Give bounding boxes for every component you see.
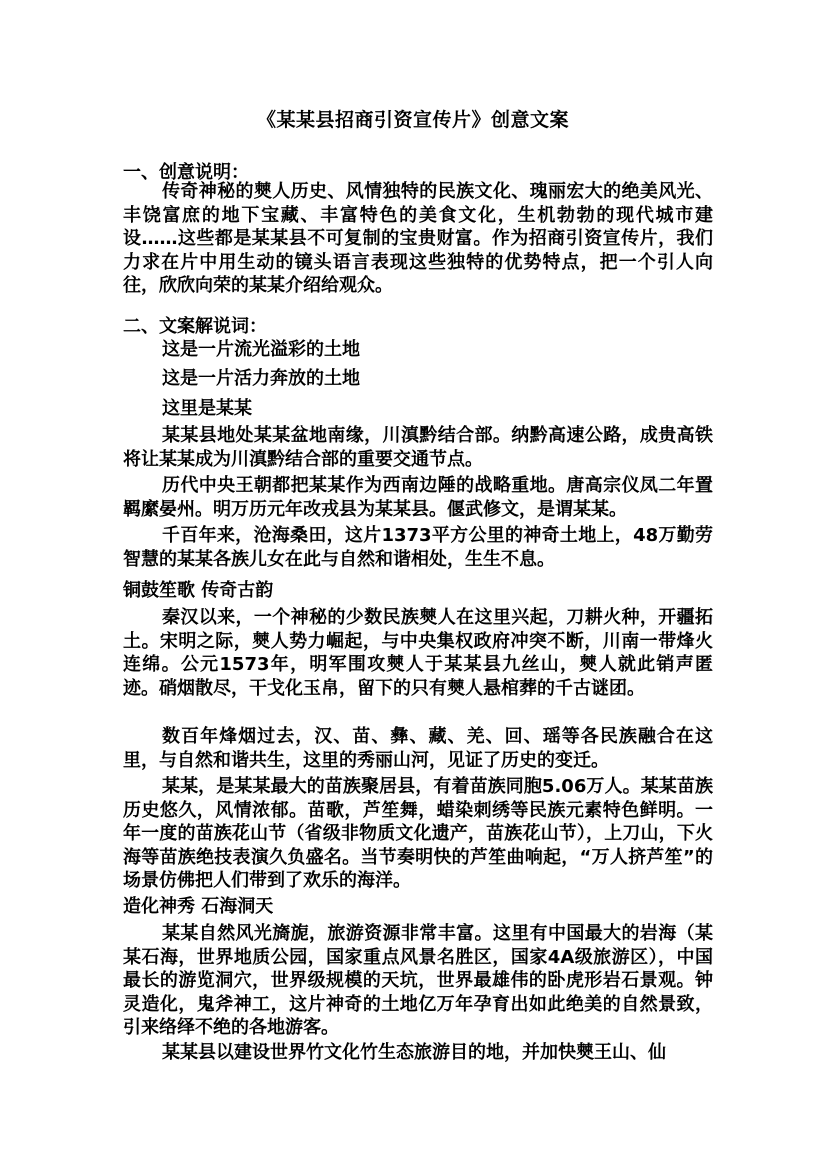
narration-paragraph-miao: 某某，是某某最大的苗族聚居县，有着苗族同胞5.06万人。某某苗族历史悠久，风情浓郁。苗歌，芦笙舞，蜡染刺绣等民族元素特色鲜明。一年一度的苗族花山节（省级非物质文化遗产，苗族花山节），上刀山，下火海等苗族绝技表演久负盛名。当节奏明快的芦笙曲响起，“万人挤芦笙”的场景仿佛把人们带到了欢乐的海洋。 — [123, 776, 713, 892]
narration-line-1: 这是一片流光溢彩的土地 — [162, 339, 360, 360]
narration-paragraph-ethnic-fusion: 数百年烽烟过去，汉、苗、彝、藏、羌、回、瑶等各民族融合在这里，与自然和谐共生，这里的秀丽山河，见证了历史的变迁。 — [123, 726, 713, 771]
narration-paragraph-land: 千百年来，沧海桑田，这片1373平方公里的神奇土地上，48万勤劳智慧的某某各族儿女在此与自然和谐相处，生生不息。 — [123, 525, 713, 570]
narration-paragraph-location: 某某县地处某某盆地南缘，川滇黔结合部。纳黔高速公路，成贵高铁将让某某成为川滇黔结合部的重要交通节点。 — [123, 425, 713, 470]
narration-paragraph-history: 历代中央王朝都把某某作为西南边陲的战略重地。唐高宗仪凤二年置羁縻晏州。明万历元年改戎县为某某县。偃武修文，是谓某某。 — [123, 475, 713, 520]
document-title: 《某某县招商引资宣传片》创意文案 — [256, 109, 569, 131]
section-heading-narration: 二、文案解说词： — [123, 316, 267, 337]
subheading-bronze-drum: 铜鼓笙歌 传奇古韵 — [123, 580, 274, 601]
narration-line-2: 这是一片活力奔放的土地 — [162, 368, 360, 389]
subheading-stone-sea: 造化神秀 石海洞天 — [123, 896, 274, 917]
narration-paragraph-bamboo: 某某县以建设世界竹文化竹生态旅游目的地，并加快僰王山、仙 — [162, 1042, 666, 1063]
narration-line-3: 这里是某某 — [162, 398, 252, 419]
creative-description-paragraph: 传奇神秘的僰人历史、风情独特的民族文化、瑰丽宏大的绝美风光、丰饶富庶的地下宝藏、丰富特色的美食文化，生机勃勃的现代城市建设……这些都是某某县不可复制的宝贵财富。作为招商引资宣传片，我们力求在片中用生动的镜头语言表现这些独特的优势特点，把一个引人向往，欣欣向荣的某某介绍给观众。 — [123, 181, 713, 297]
section-heading-creative-description: 一、创意说明： — [123, 162, 249, 183]
narration-paragraph-scenery: 某某自然风光旖旎，旅游资源非常丰富。这里有中国最大的岩海（某某石海，世界地质公园，国家重点风景名胜区，国家4A级旅游区），中国最长的游览洞穴，世界级规模的天坑，世界最雄伟的卧虎形岩石景观。钟灵造化，鬼斧神工，这片神奇的土地亿万年孕育出如此绝美的自然景致，引来络绎不绝的各地游客。 — [123, 923, 713, 1039]
narration-paragraph-bo-people: 秦汉以来，一个神秘的少数民族僰人在这里兴起，刀耕火种，开疆拓土。宋明之际，僰人势力崛起，与中央集权政府冲突不断，川南一带烽火连绵。公元1573年，明军围攻僰人于某某县九丝山，僰人就此销声匿迹。硝烟散尽，干戈化玉帛，留下的只有僰人悬棺葬的千古谜团。 — [123, 607, 713, 699]
